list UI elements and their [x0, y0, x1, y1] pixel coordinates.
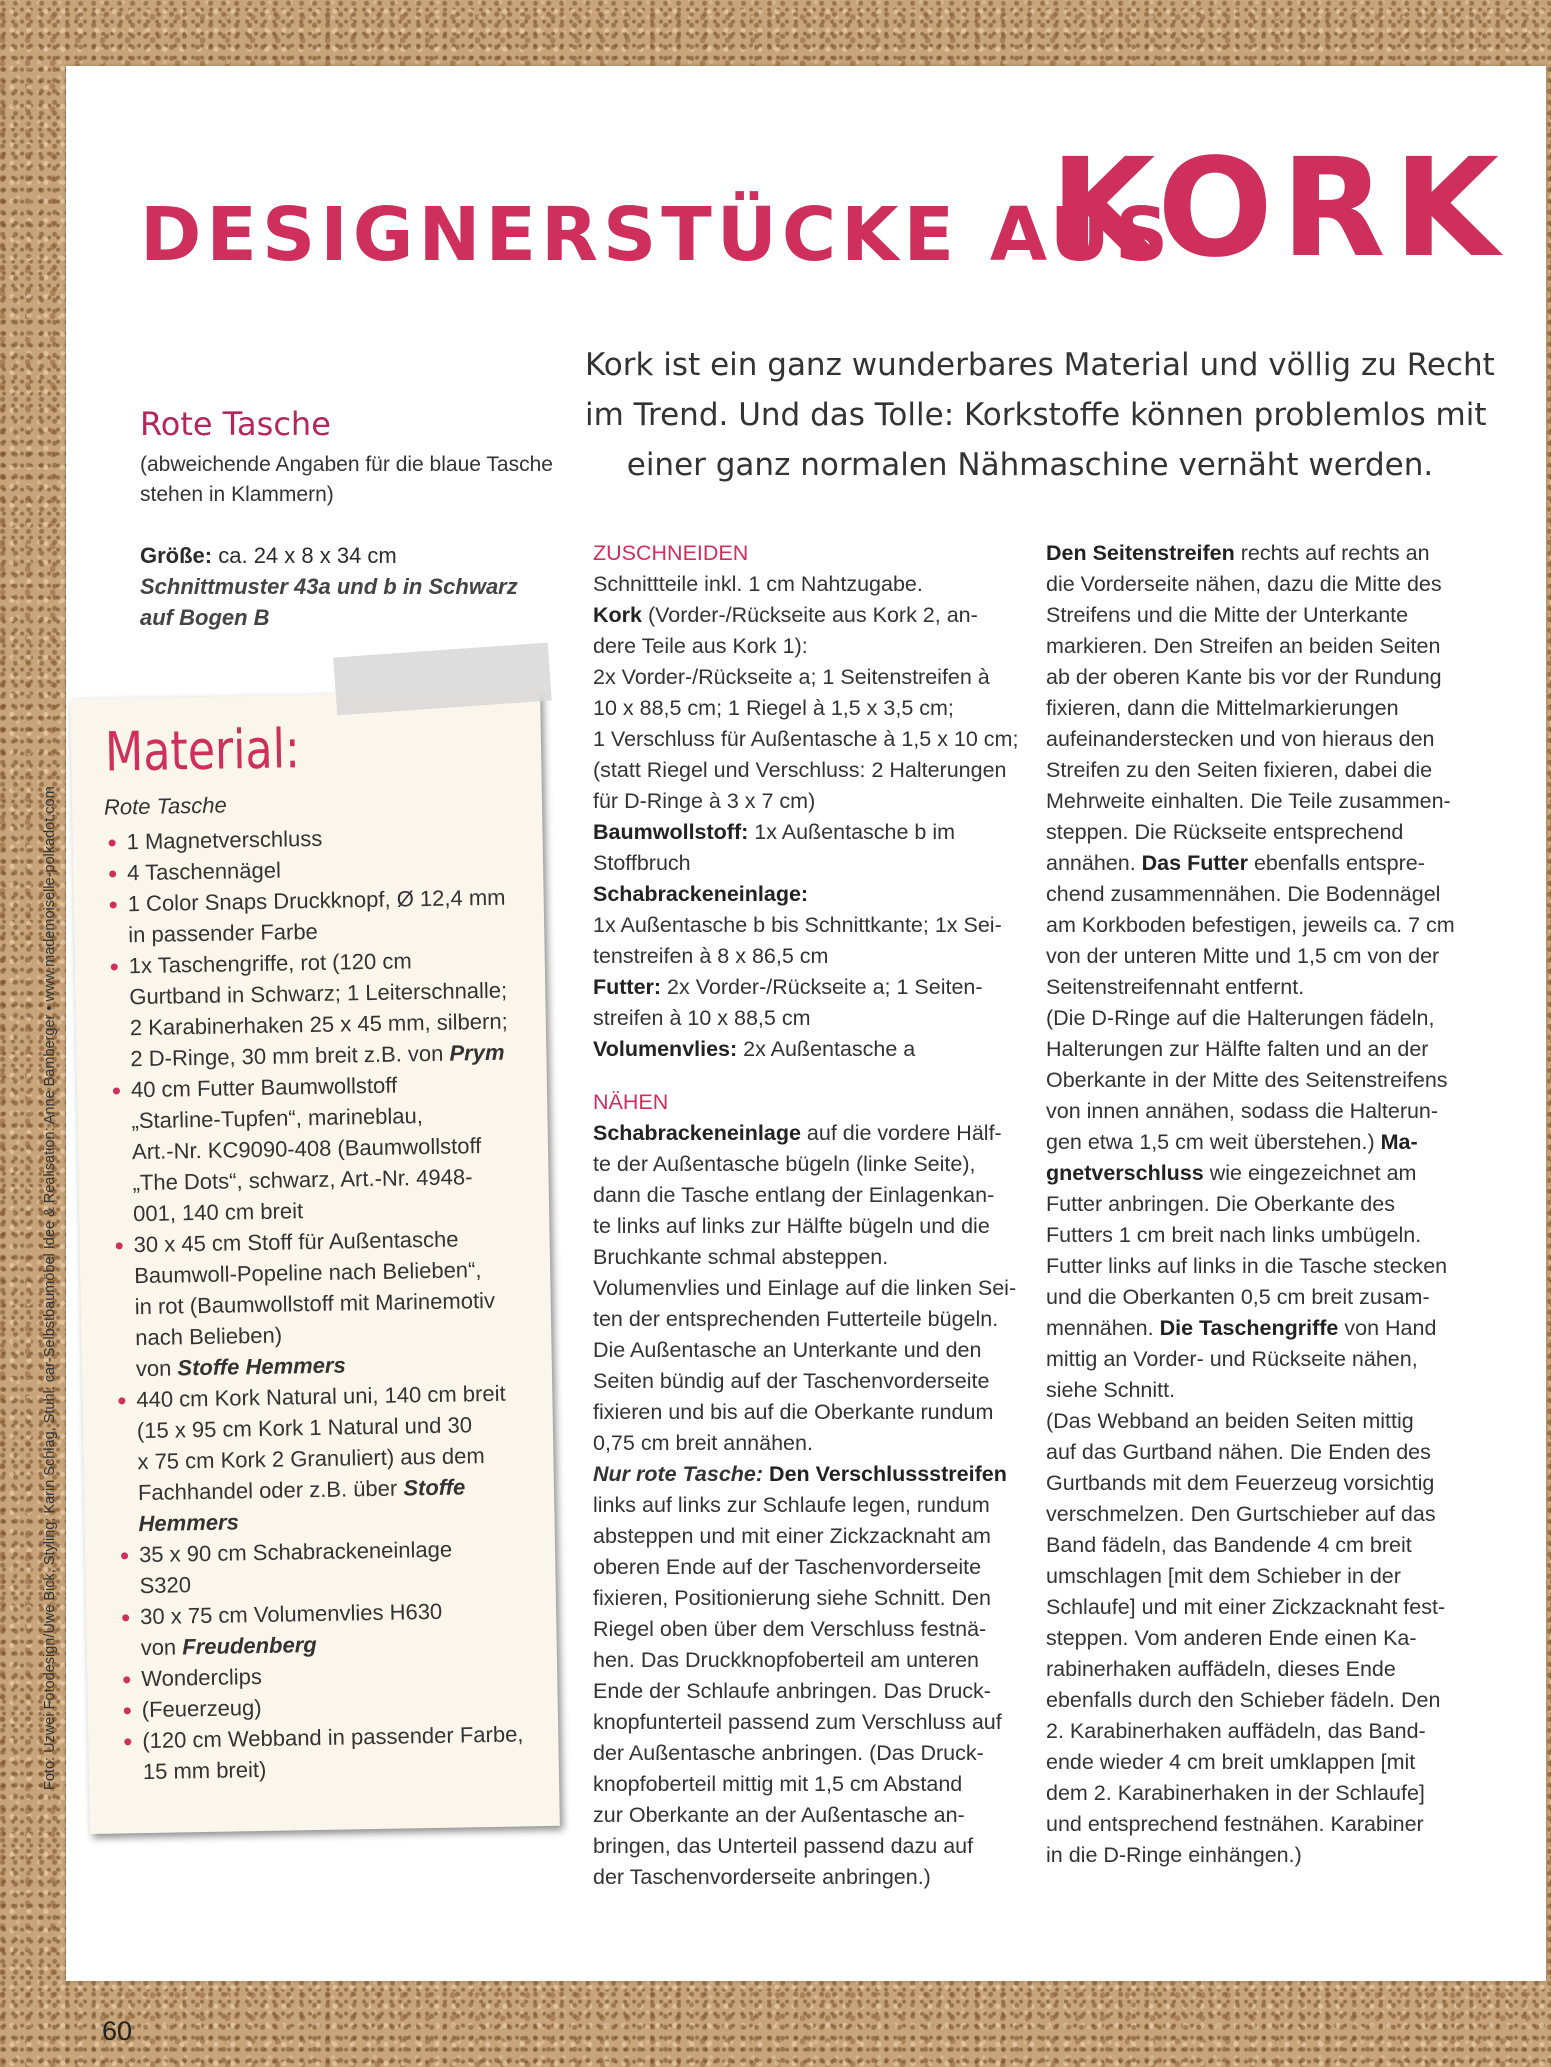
text-line: (statt Riegel und Verschluss: 2 Halterungen [593, 758, 1007, 782]
text-line: in passender Farbe [128, 918, 319, 948]
text-line: Ende der Schlaufe anbringen. Das Druck- [593, 1679, 991, 1703]
text-line: (Die D-Ringe auf die Halterungen fädeln, [1046, 1006, 1435, 1030]
text-line: rechts auf rechts an [1234, 541, 1430, 565]
text-line [1046, 848, 1471, 879]
text-line: dere Teile aus Kork 1): [593, 634, 808, 658]
size-block [140, 540, 580, 633]
text-line: Freudenberg [182, 1632, 317, 1660]
text-line: Seiten bündig auf der Taschenvorderseite [593, 1369, 990, 1393]
text-line: 1x Außentasche b bis Schnittkante; 1x Sei- [593, 913, 1002, 937]
text-line: annähen. [1046, 851, 1142, 875]
list-item [107, 881, 538, 950]
text-line: 1 Verschluss für Außentasche à 1,5 x 10 cm; [593, 727, 1019, 751]
text-line: Stoffbruch [593, 851, 691, 875]
text-line: streifen à 10 x 88,5 cm [593, 1006, 811, 1030]
text-line: Fachhandel oder z.B. über [137, 1475, 404, 1506]
text-line [593, 600, 1018, 631]
text-line: 10 x 88,5 cm; 1 Riegel à 1,5 x 3,5 cm; [593, 696, 954, 720]
text-line: steppen. Die Rückseite entsprechend [1046, 820, 1404, 844]
text-line: 1x Außentasche b im [748, 820, 956, 844]
text-line: von Hand [1338, 1316, 1437, 1340]
text-line: x 75 cm Kork 2 Granuliert) aus dem [137, 1443, 485, 1475]
list-item [119, 1532, 550, 1601]
text-line: dann die Tasche entlang der Einlagenkan- [593, 1183, 995, 1207]
text-line: Baumwollstoff: [593, 820, 749, 844]
text-line: 30 x 45 cm Stoff für Außentasche [133, 1226, 459, 1258]
material-subtitle: Rote Tasche [103, 792, 227, 820]
text-line: 30 x 75 cm Volumenvlies H630 [139, 1598, 443, 1630]
text-line: „Starline-Tupfen“, marineblau, [131, 1103, 424, 1134]
text-line [1046, 538, 1471, 569]
instructions-column-1 [593, 538, 1018, 1893]
intro-line: Kork ist ein ganz wunderbares Material und völlig zu Recht [585, 347, 1495, 383]
headline [140, 130, 1507, 305]
text-line: von [140, 1634, 183, 1661]
text-line: steppen. Vom anderen Ende einen Ka- [1046, 1626, 1417, 1650]
text-line: absteppen und mit einer Zickzacknaht am [593, 1524, 991, 1548]
text-line: Band fädeln, das Bandende 4 cm breit [1046, 1533, 1412, 1557]
text-line: markieren. Den Streifen an beiden Seiten [1046, 634, 1441, 658]
list-item [109, 943, 541, 1074]
text-line: umschlagen [mit dem Schieber in der [1046, 1564, 1401, 1588]
text-line [593, 972, 1018, 1003]
text-line: zur Oberkante an der Außentasche an- [593, 1803, 965, 1827]
list-item [113, 1222, 546, 1384]
text-line: Bruchkante schmal absteppen. [593, 1245, 889, 1269]
text-line: von [135, 1355, 178, 1382]
text-line: 1x Taschengriffe, rot (120 cm [128, 948, 412, 979]
text-line: (Vorder-/Rückseite aus Kork 2, an- [641, 603, 978, 627]
text-line: nach Belieben) [135, 1322, 283, 1351]
text-line: Oberkante in der Mitte des Seitenstreifens [1046, 1068, 1448, 1092]
text-line: ebenfalls durch den Schieber fädeln. Den [1046, 1688, 1441, 1712]
text-line: 35 x 90 cm Schabrackeneinlage [138, 1536, 453, 1568]
text-line: ende wieder 4 cm breit umklappen [mit [1046, 1750, 1416, 1774]
text-line: von der unteren Mitte und 1,5 cm von der [1046, 944, 1440, 968]
text-line: auf das Gurtband nähen. Die Enden des [1046, 1440, 1431, 1464]
text-line [593, 1118, 1018, 1149]
text-line: te links auf links zur Hälfte bügeln und die [593, 1214, 990, 1238]
text-line: und die Oberkanten 0,5 cm breit zusam- [1046, 1285, 1430, 1309]
text-line: 1 Magnetverschluss [126, 825, 323, 855]
text-line: für D-Ringe à 3 x 7 cm) [593, 789, 816, 813]
text-line: Die Taschengriffe [1159, 1316, 1339, 1340]
project-title: Rote Tasche [140, 405, 331, 443]
text-line: dem 2. Karabinerhaken in der Schlaufe] [1046, 1781, 1425, 1805]
text-line: Volumenvlies: [593, 1037, 738, 1061]
text-line: Das Futter [1141, 851, 1248, 875]
text-line [1046, 1313, 1471, 1344]
intro-line: einer ganz normalen Nähmaschine vernäht werden. [626, 447, 1434, 483]
pattern-line: auf Bogen B [140, 605, 270, 630]
list-item [111, 1067, 544, 1229]
text-line: die Vorderseite nähen, dazu die Mitte des [1046, 572, 1442, 596]
text-line: 2 D-Ringe, 30 mm breit z.B. von [130, 1040, 450, 1072]
text-line: in rot (Baumwollstoff mit Marinemotiv [134, 1287, 496, 1320]
text-line: Kork [593, 603, 642, 627]
text-line: 2x Vorder-/Rückseite a; 1 Seitenstreifen à [593, 665, 990, 689]
text-line: Ma- [1380, 1130, 1418, 1154]
text-line: fixieren, Positionierung siehe Schnitt. Den [593, 1586, 991, 1610]
text-line [1046, 1127, 1471, 1158]
text-line: Volumenvlies und Einlage auf die linken Sei- [593, 1276, 1017, 1300]
text-line: Stoffe [403, 1474, 466, 1501]
text-line: knopfoberteil mittig mit 1,5 cm Abstand [593, 1772, 963, 1796]
text-line: 15 mm breit) [142, 1756, 267, 1785]
text-line: der Außentasche anbringen. (Das Druck- [593, 1741, 984, 1765]
text-line: Schabrackeneinlage [593, 1121, 801, 1145]
intro-line: im Trend. Und das Tolle: Korkstoffe können problemlos mit [585, 397, 1487, 433]
text-line: gen etwa 1,5 cm weit überstehen.) [1046, 1130, 1381, 1154]
text-line: (Feuerzeug) [141, 1695, 262, 1723]
text-line: ab der oberen Kante bis vor der Rundung [1046, 665, 1442, 689]
text-line: Mehrweite einhalten. Die Teile zusammen- [1046, 789, 1451, 813]
text-line: mennähen. [1046, 1316, 1160, 1340]
text-line: in die D-Ringe einhängen.) [1046, 1843, 1302, 1867]
material-title: Material: [104, 717, 301, 784]
text-line: 2x Außentasche a [737, 1037, 916, 1061]
text-line: mittig an Vorder- und Rückseite nähen, [1046, 1347, 1418, 1371]
text-line: 40 cm Futter Baumwollstoff [130, 1072, 398, 1103]
project-note: (abweichende Angaben für die blaue Tasche stehen in Klammern) [140, 453, 553, 506]
text-line: Schnittteile inkl. 1 cm Nahtzugabe. [593, 572, 923, 596]
text-line: Den Seitenstreifen [1046, 541, 1235, 565]
text-line: fixieren, dann die Mittelmarkierungen [1046, 696, 1399, 720]
page-number: 60 [102, 2016, 133, 2046]
text-line [593, 817, 1018, 848]
text-line: Stoffe Hemmers [177, 1352, 346, 1381]
text-line: links auf links zur Schlaufe legen, rundum [593, 1493, 990, 1517]
list-item [116, 1377, 549, 1539]
text-line: Gurtband in Schwarz; 1 Leiterschnalle; [129, 977, 508, 1010]
headline-part2: KORK [1050, 130, 1507, 288]
text-line [1046, 1158, 1471, 1189]
text-line: wie eingezeichnet am [1203, 1161, 1417, 1185]
text-line: Die Außentasche an Unterkante und den [593, 1338, 982, 1362]
text-line: bringen, das Unterteil passend dazu auf [593, 1834, 974, 1858]
text-line: S320 [139, 1572, 192, 1599]
text-line: (15 x 95 cm Kork 1 Natural und 30 [136, 1412, 473, 1444]
section-heading: ZUSCHNEIDEN [593, 541, 749, 565]
intro-text [585, 340, 1495, 490]
text-line: ebenfalls entspre- [1247, 851, 1425, 875]
text-line: Hemmers [138, 1509, 240, 1537]
text-line: hen. Das Druckknopfoberteil am unteren [593, 1648, 980, 1672]
text-line: aufeinanderstecken und von hieraus den [1046, 727, 1435, 751]
text-line: Futters 1 cm breit nach links umbügeln. [1046, 1223, 1422, 1247]
text-line: Schlaufe] und mit einer Zickzacknaht fest- [1046, 1595, 1446, 1619]
text-line: Prym [449, 1039, 505, 1066]
text-line: Seitenstreifennaht entfernt. [1046, 975, 1305, 999]
instructions-column-2 [1046, 538, 1471, 1871]
text-line: 4 Taschennägel [126, 857, 282, 886]
text-line: oberen Ende auf der Taschenvorderseite [593, 1555, 982, 1579]
text-line: ten der entsprechenden Futterteile bügeln. [593, 1307, 999, 1331]
text-line: 440 cm Kork Natural uni, 140 cm breit [136, 1380, 506, 1413]
text-line: Riegel oben über dem Verschluss festnä- [593, 1617, 987, 1641]
material-list [106, 819, 553, 1787]
text-line: Wonderclips [141, 1663, 263, 1692]
text-line: (Das Webband an beiden Seiten mittig [1046, 1409, 1414, 1433]
text-line: gnetverschluss [1046, 1161, 1204, 1185]
text-line: Streifens und die Mitte der Unterkante [1046, 603, 1409, 627]
text-line: Futter links auf links in die Tasche stecken [1046, 1254, 1448, 1278]
text-line: 2x Vorder-/Rückseite a; 1 Seiten- [661, 975, 983, 999]
text-line: Halterungen zur Hälfte falten und an der [1046, 1037, 1429, 1061]
text-line: Art.-Nr. KC9090-408 (Baumwollstoff [131, 1133, 482, 1165]
text-line: Futter anbringen. Die Oberkante des [1046, 1192, 1395, 1216]
text-line: Schabrackeneinlage: [593, 882, 809, 906]
text-line: 2. Karabinerhaken auffädeln, das Band- [1046, 1719, 1426, 1743]
text-line: (120 cm Webband in passender Farbe, [142, 1721, 524, 1754]
section-heading: NÄHEN [593, 1090, 669, 1114]
text-line: Futter: [593, 975, 662, 999]
size-label: Größe: [140, 543, 213, 568]
text-line: und entsprechend festnähen. Karabiner [1046, 1812, 1424, 1836]
text-line: chend zusammennähen. Die Bodennägel [1046, 882, 1441, 906]
text-line: Nur rote Tasche: [593, 1462, 764, 1486]
text-line: Streifen zu den Seiten fixieren, dabei die [1046, 758, 1433, 782]
text-line: am Korkboden befestigen, jeweils ca. 7 cm [1046, 913, 1455, 937]
text-line: rabinerhaken auffädeln, dieses Ende [1046, 1657, 1396, 1681]
text-line: verschmelzen. Den Gurtschieber auf das [1046, 1502, 1436, 1526]
photo-credit: Foto: Uzwei Fotodesign/Uwe Bick, Styling: Karin Schlag, Stuhl: car-Selbstbaumöbel Idee & Realisation: Anne Bamberger • www.mademoiselle-polkadot.com [42, 786, 58, 1790]
text-line: te der Außentasche bügeln (linke Seite), [593, 1152, 976, 1176]
text-line: „The Dots“, schwarz, Art.-Nr. 4948- [132, 1164, 473, 1196]
text-line: auf die vordere Hälf- [800, 1121, 1002, 1145]
text-line: Gurtbands mit dem Feuerzeug vorsichtig [1046, 1471, 1435, 1495]
text-line [593, 1034, 1018, 1065]
text-line: der Taschenvorderseite anbringen.) [593, 1865, 931, 1889]
pattern-line: Schnittmuster 43a und b in Schwarz [140, 574, 518, 599]
text-line: 2 Karabinerhaken 25 x 45 mm, silbern; [129, 1008, 508, 1041]
text-line: von innen annähen, sodass die Halterun- [1046, 1099, 1439, 1123]
text-line: tenstreifen à 8 x 86,5 cm [593, 944, 829, 968]
text-line [593, 1459, 1018, 1490]
text-line: 001, 140 cm breit [132, 1198, 304, 1227]
list-item [120, 1594, 551, 1663]
text-line: 0,75 cm breit annähen. [593, 1431, 813, 1455]
text-line: 1 Color Snaps Druckknopf, Ø 12,4 mm [127, 884, 506, 917]
text-line: fixieren und bis auf die Oberkante rundum [593, 1400, 994, 1424]
text-line [593, 879, 1018, 910]
size-value: ca. 24 x 8 x 34 cm [212, 543, 397, 568]
material-card [70, 691, 560, 1834]
list-item [122, 1718, 553, 1787]
text-line: Baumwoll-Popeline nach Belieben“, [133, 1257, 482, 1289]
text-line: Den Verschlussstreifen [763, 1462, 1007, 1486]
text-line: knopfunterteil passend zum Verschluss auf [593, 1710, 1002, 1734]
text-line: siehe Schnitt. [1046, 1378, 1176, 1402]
headline-part1: DESIGNERSTÜCKE AUS [140, 192, 1174, 278]
